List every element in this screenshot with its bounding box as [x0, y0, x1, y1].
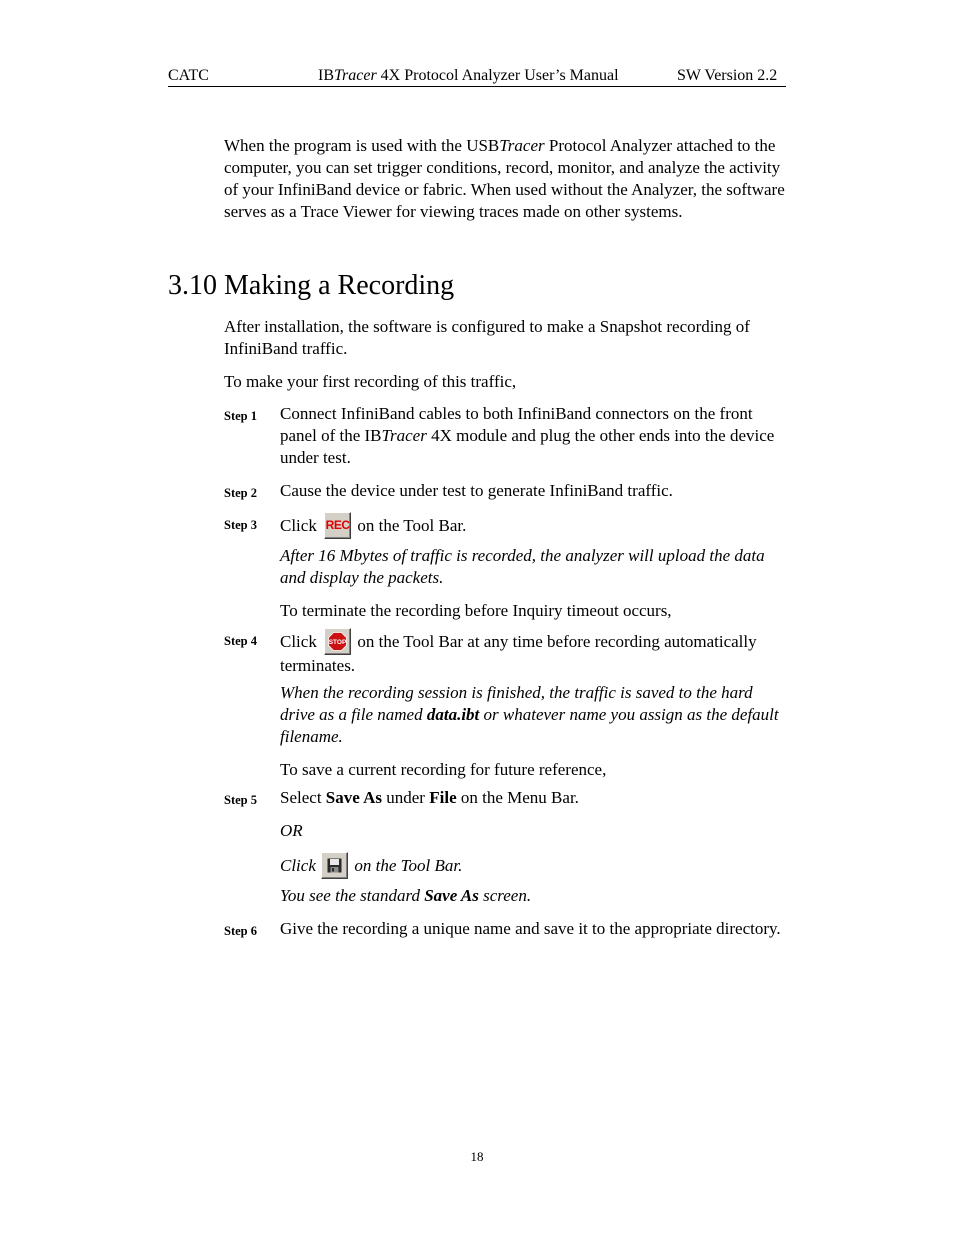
header-rule — [168, 86, 786, 87]
section-paragraph-2: To make your first recording of this traffic, — [224, 372, 517, 391]
step-5-note-save-as: Save As — [424, 886, 479, 905]
stop-button — [324, 628, 351, 655]
step-5-text-b: under — [382, 788, 430, 807]
header-title-prefix: IB — [318, 67, 334, 84]
step-5-file: File — [429, 788, 457, 807]
stop-icon — [328, 632, 347, 651]
header-version: SW Version 2.2 — [677, 67, 778, 84]
rec-icon: REC — [325, 518, 350, 532]
step-6-label: Step 6 — [224, 924, 257, 938]
save-button — [321, 852, 348, 879]
step-3-toolbar-text: on the Tool Bar. — [357, 516, 467, 535]
step-4-after: To save a current recording for future reference, — [280, 760, 607, 779]
header-title-suffix: 4X Protocol Analyzer User’s Manual — [376, 67, 619, 84]
intro-paragraph — [224, 135, 786, 223]
step-4-text — [280, 628, 786, 677]
step-6-text: Give the recording a unique name and save it to the appropriate directory. — [280, 919, 781, 938]
step-3-after: To terminate the recording before Inquiry timeout occurs, — [280, 601, 672, 620]
step-4-note-filename: data.ibt — [426, 705, 480, 724]
header-title-italic: Tracer — [334, 67, 377, 84]
step-5-text — [280, 787, 786, 809]
step-5-note-a: You see the standard — [280, 886, 425, 905]
step-3-click: Click — [280, 516, 317, 535]
step-5-or: OR — [280, 821, 303, 840]
step-3-note: After 16 Mbytes of traffic is recorded, the analyzer will upload the data and display the packets. — [280, 546, 765, 587]
step-5-note — [280, 885, 786, 907]
step-1-text-italic: Tracer — [381, 426, 427, 445]
step-1-label: Step 1 — [224, 409, 257, 423]
step-5-click-line — [280, 852, 786, 879]
stop-icon-text: STOP — [328, 639, 347, 647]
step-4-note — [280, 682, 786, 748]
step-2-label: Step 2 — [224, 486, 257, 500]
step-5-save-as: Save As — [325, 788, 383, 807]
step-4-note-a: When the recording session is finished, the traffic is saved to the hard drive as a file named — [280, 683, 753, 724]
step-2-text: Cause the device under test to generate InfiniBand traffic. — [280, 481, 673, 500]
intro-text-a: When the program is used with the USB — [224, 136, 500, 155]
section-heading: 3.10 Making a Recording — [168, 270, 455, 301]
step-5-text-c: on the Menu Bar. — [456, 788, 579, 807]
step-5-label: Step 5 — [224, 793, 257, 807]
rec-button — [324, 512, 351, 539]
intro-text-italic: Tracer — [499, 136, 545, 155]
header-left: CATC — [168, 67, 209, 84]
step-4-note-b: or whatever name you assign as the default filename. — [280, 705, 779, 746]
step-3-text — [280, 512, 786, 539]
step-5-toolbar-text: on the Tool Bar. — [354, 856, 463, 875]
step-4-toolbar-text: on the Tool Bar at any time before recording automatically terminates. — [280, 632, 757, 675]
intro-text-b: Protocol Analyzer attached to the computer, you can set trigger conditions, record, monitor, and analyze the activity of your InfiniBand device or fabric. When used without the Analyzer, the software serves as a Trace Viewer for viewing traces made on other systems. — [224, 136, 785, 221]
step-5-click: Click — [280, 856, 316, 875]
save-icon — [327, 858, 342, 873]
step-5-text-a: Select — [280, 788, 326, 807]
step-4-label: Step 4 — [224, 634, 257, 648]
step-4-click: Click — [280, 632, 317, 651]
header-title — [318, 66, 619, 86]
step-1-text-a: Connect InfiniBand cables to both InfiniBand connectors on the front panel of the IB — [280, 404, 753, 445]
step-1-text — [280, 403, 786, 469]
step-3-label: Step 3 — [224, 518, 257, 532]
section-paragraph-1: After installation, the software is configured to make a Snapshot recording of InfiniBand traffic. — [224, 317, 750, 358]
step-1-text-b: 4X module and plug the other ends into the device under test. — [280, 426, 775, 467]
step-5-note-b: screen. — [478, 886, 532, 905]
page-number: 18 — [470, 1149, 484, 1164]
